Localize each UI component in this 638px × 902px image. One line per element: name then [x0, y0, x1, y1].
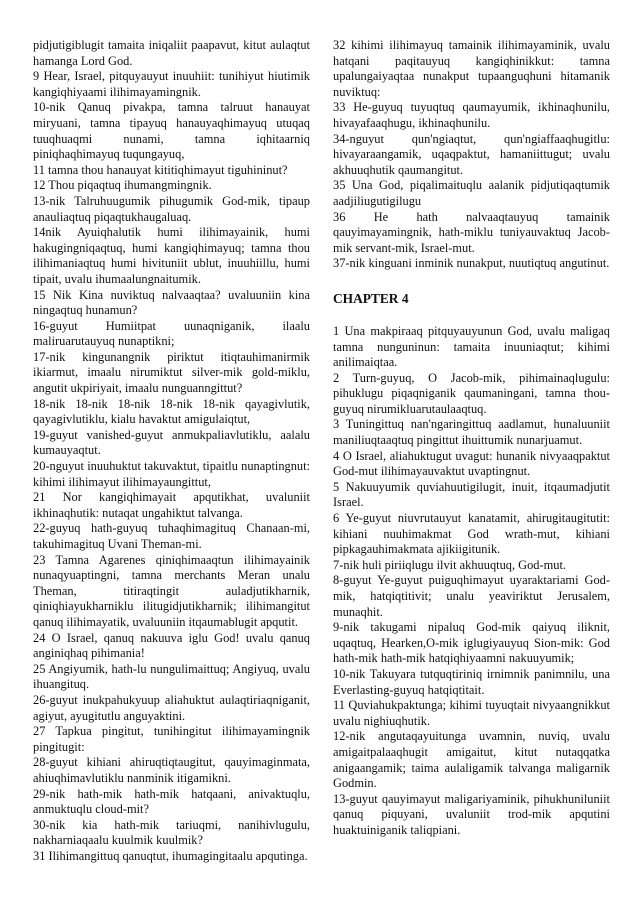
verse-paragraph: 5 Nakuuyumik quviahuutigilugit, inuit, itqaumadjutit Israel. — [333, 479, 610, 510]
verse-paragraph: 7-nik huli piriiqlugu ilvit akhuuqtuq, God-mut. — [333, 557, 567, 572]
verse-paragraph: 37-nik kinguani inminik nunakput, nuutiqtuq angutinut. — [333, 256, 610, 271]
verse-paragraph: 11 Quviahukpaktunga; kihimi tuyuqtait nivyaangnikkut uvalu nighiuqhutik. — [333, 698, 610, 728]
verse-paragraph: 6 Ye-guyut niuvrutauyut kanatamit, ahirugitaugitutit: kihiani nuuhimakmat God wrath-mut, kihiani pipkagauhimakmata ajikiigitunik. — [333, 511, 610, 557]
verse-paragraph: 23 Tamna Agarenes qiniqhimaaqtun ilihimayainik nunaqyuaptingni, tamna merchants Meran unalu Theman, titiraqtingit auladjutikharnik, qiniqhiayukharniklu ilitugidjutikharnik; ilihimangitut qanuq ilihimayatik, uvaluuniin itqaumablugit apqutit. — [33, 552, 310, 629]
verse-paragraph: 26-guyut inukpahukyuup aliahuktut aulaqtiriaqniganit, agiyut, ayugitutlu anguyaktini. — [33, 692, 310, 723]
verse-paragraph: 35 Una God, piqalimaituqlu aalanik pidjutiqaqtumik aadjiliugutigilugu — [333, 178, 610, 208]
verse-paragraph: 1 Una makpiraaq pitquyauyunun God, uvalu maligaq tamna nunguninun: tamaita inuuniaqtut; kihimi anilimaiqtaa. — [333, 323, 610, 370]
verse-paragraph: 3 Tuningittuq nan'ngaringittuq aadlamut, hunaluuniit maniliuqtaaqtuq pingittut ihuittumik nunarjuamut. — [333, 417, 610, 448]
chapter-heading: CHAPTER 4 — [333, 290, 409, 306]
verse-paragraph: 29-nik hath-mik hath-mik hatqaani, anivaktuqlu, anmuktuqlu cloud-mit? — [33, 786, 310, 817]
verse-paragraph: 21 Nor kangiqhimayait apqutikhat, uvaluniit ikhinaqhutik: nutaqat ungahiktut talvanga. — [33, 490, 310, 520]
verse-paragraph: 9-nik takugami nipaluq God-mik qaiyuq iliknit, uqaqtuq, Hearken,O-mik iglugiyauyuq Sion-mik: God hath-mik hath-mik hatqiqhiyaamni nakuuyumik; — [333, 620, 610, 666]
verse-paragraph: 11 tamna thou hanauyat kititiqhimayut tiguhininut? — [33, 162, 288, 177]
verse-paragraph: 10-nik Takuyara tutquqtiriniq irnimnik panimnilu, una Everlasting-guyuq hatqiqtitait. — [333, 666, 610, 697]
verse-paragraph: 12-nik angutaqayuitunga uvamnin, nuviq, uvalu amigaitpalaaqhugit amigaitut, kitut nutaqqatka anigaangamik; taima aulaligamik talvanga maligarnik Godmin. — [333, 729, 610, 791]
verse-paragraph: 22-guyuq hath-guyuq tuhaqhimagituq Chanaan-mi, takuhimagituq Uvani Theman-mi. — [33, 521, 310, 551]
verse-paragraph: 18-nik 18-nik 18-nik 18-nik 18-nik qayagivlutik, qayagivlutiklu, kialu havaktut amigulaiqtut, — [33, 396, 310, 427]
verse-paragraph: 24 O Israel, qanuq nakuuva iglu God! uvalu qanuq anginiqhaq pihimania! — [33, 630, 310, 661]
verse-paragraph: 25 Angiyumik, hath-lu nungulimaittuq; Angiyuq, uvalu ihuangituq. — [33, 661, 310, 692]
verse-paragraph: 36 He hath nalvaaqtauyuq tamainik qauyimayamingnik, hath-miklu tuniyauvaktuq Jacob-mik servant-mik, Israel-mut. — [333, 209, 610, 255]
verse-paragraph: 33 He-guyuq tuyuqtuq qaumayumik, ikhinaqhunilu, hivayafaaqhugu, ikhinaqhunilu. — [333, 100, 610, 130]
verse-paragraph: pidjutigiblugit tamaita iniqaliit paapavut, kitut aulaqtut hamanga Lord God. — [33, 38, 310, 68]
verse-paragraph: 34-nguyut qun'ngiaqtut, qun'ngiaffaaqhugitlu: hivayaraangamik, uqaqpaktut, hamaniittugut; uvalu akhuuqhutik qaumangitut. — [333, 131, 610, 177]
verse-paragraph: 13-nik Talruhuugumik pihugumik God-mik, tipaup anauliaqtuq piqaqtukhaugaluaq. — [33, 193, 310, 224]
verse-paragraph: 30-nik kia hath-mik tariuqmi, nanihivlugulu, nakharniaqaalu kuulmik kuulmik? — [33, 817, 310, 848]
verse-paragraph: 28-guyut kihiani ahiruqtiqtaugitut, qauyimaginmata, ahiuqhimavlutiklu nanminik itigamikni. — [33, 755, 310, 785]
verse-paragraph: 31 Ilihimangittuq qanuqtut, ihumagingitaalu apqutinga. — [33, 848, 308, 863]
verse-paragraph: 8-guyut Ye-guyut puiguqhimayut uyaraktariami God-mik, hatqiqtitivit; unalu yeaviriktut Jerusalem, munaqhit. — [333, 573, 610, 619]
verse-paragraph: 12 Thou piqaqtuq ihumangmingnik. — [33, 178, 212, 193]
verse-paragraph: 15 Nik Kina nuviktuq nalvaaqtaa? uvaluuniin kina ningaqtuq hunamun? — [33, 287, 310, 318]
verse-paragraph: 17-nik kingunangnik piriktut itiqtauhimanirmik ikiarmut, imaalu nirumiktut silver-mik gold-miklu, angutit ukpiriyait, imaalu nunguanngittut? — [33, 349, 310, 396]
verse-paragraph: 9 Hear, Israel, pitquyauyut inuuhiit: tunihiyut hiutimik kangiqhiyaami ilihimayamingnik. — [33, 69, 310, 99]
verse-paragraph: 19-guyut vanished-guyut anmukpaliavlutiklu, aalalu kumauyaqtut. — [33, 427, 310, 458]
right-column — [333, 38, 610, 902]
verse-paragraph: 16-guyut Humiitpat uunaqniganik, ilaalu maliruarutauyuq nunaptikni; — [33, 318, 310, 349]
verse-paragraph: 10-nik Qanuq pivakpa, tamna talruut hanauyat miryuani, tamna tipayuq hanauyaqhimayuq utuqaq tuuqhuaqmi nunami, tamna iqhitaarniq piniqhaqhimayuq tuqungayuq, — [33, 100, 310, 162]
verse-paragraph: 14nik Ayuiqhalutik humi ilihimayainik, humi hakugingniqaqtuq, humi kangiqhimayuq; tamna thou ilihimaniaqtuq humi hivituniit ublut, inuuhiillu, humi tipait, uvalu ihumaalungnaitumik. — [33, 225, 310, 286]
left-column — [33, 38, 310, 902]
verse-paragraph: 27 Tapkua pingitut, tunihingitut ilihimayamingnik pingitugit: — [33, 724, 310, 754]
verse-paragraph: 13-guyut qauyimayut maligariyaminik, pihukhuniluniit qanuq piquyani, uvaluniit trod-mik apqutini huaktuiniganik taliqpiani. — [333, 791, 610, 837]
verse-paragraph: 2 Turn-guyuq, O Jacob-mik, pihimainaqlugulu: pihuklugu piqaqniganik qaumaningani, tamna thou-guyuq nirumikluarutaulaaqtuq. — [333, 370, 610, 416]
verse-paragraph: 4 O Israel, aliahuktugut uvagut: hunanik nivyaaqpaktut God-mut ilihimayauvaktut uvaptingnut. — [333, 448, 610, 479]
verse-paragraph: 20-nguyut inuuhuktut takuvaktut, tipaitlu nunaptingnut: kihimi ilihimayut ilihimayaungittut, — [33, 459, 310, 489]
verse-paragraph: 32 kihimi ilihimayuq tamainik ilihimayaminik, uvalu hatqani paqitauyuq kangiqhinikkut: tamna upalungaiyaqtaa nunakput tupaanguqhuni hitamanik nuviktuq: — [333, 38, 610, 99]
